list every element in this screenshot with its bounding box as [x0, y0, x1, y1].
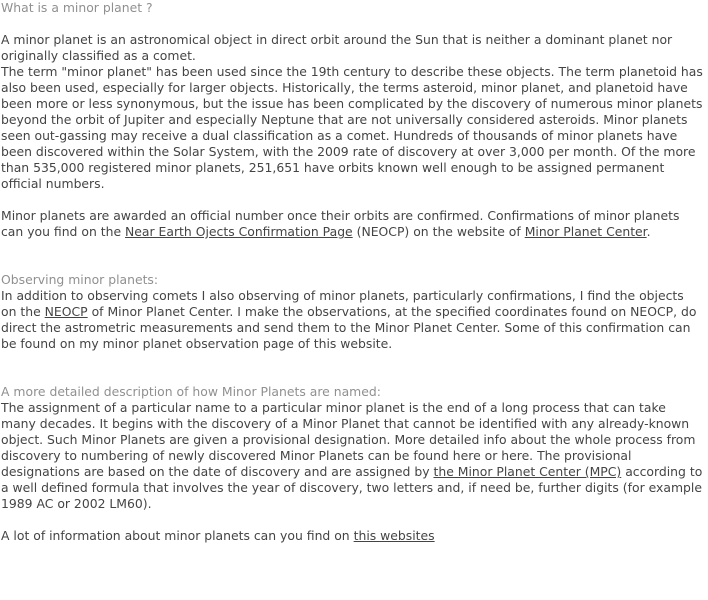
- minor-planet-center-link[interactable]: Minor Planet Center: [524, 224, 647, 239]
- page-title: What is a minor planet ?: [1, 0, 153, 15]
- observing-text-after: of Minor Planet Center. I make the observations, at the specified coordinates found on NEOCP, do direct the astrometric measurements and send them to the Minor Planet Center. Some of this confirmation can be found on my minor planet observation page of this website.: [1, 304, 697, 351]
- confirmation-text-before: Minor planets are awarded an official number once their orbits are confirmed. Confirmations of minor planets can you find on the: [1, 208, 680, 239]
- spacer: [1, 352, 703, 384]
- naming-heading: A more detailed description of how Minor Planets are named:: [1, 384, 381, 399]
- observing-heading: Observing minor planets:: [1, 272, 159, 287]
- spacer: [1, 240, 703, 272]
- mpc-link[interactable]: the Minor Planet Center (MPC): [433, 464, 622, 479]
- neocp-link[interactable]: NEOCP: [44, 304, 88, 319]
- more-info-paragraph: [1, 528, 703, 544]
- spacer: [1, 192, 703, 208]
- websites-link[interactable]: this websites: [353, 528, 435, 543]
- intro-paragraph-1: A minor planet is an astronomical object in direct orbit around the Sun that is neither a dominant planet nor originally classified as a comet.: [1, 32, 673, 63]
- naming-text-after: according to a well defined formula that involves the year of discovery, two letters and, if need be, further digits (for example 1989 AC or 2002 LM60).: [1, 464, 703, 511]
- confirmation-text-after: .: [646, 224, 651, 239]
- spacer: [1, 16, 703, 32]
- naming-text-before: The assignment of a particular name to a particular minor planet is the end of a long process that can take many decades. It begins with the discovery of a Minor Planet that cannot be identified with any already-known object. Such Minor Planets are given a provisional designation. More detailed info about the whole process from discovery to numbering of newly discovered Minor Planets can be found here or here. The provisional designations are based on the date of discovery and are assigned by: [1, 400, 696, 479]
- confirmation-paragraph: [1, 208, 703, 240]
- spacer: [1, 512, 703, 528]
- observing-text-before: In addition to observing comets I also observing of minor planets, particularly confirmations, I find the objects on the: [1, 288, 684, 319]
- confirmation-text-middle: (NEOCP) on the website of: [352, 224, 525, 239]
- more-info-text: A lot of information about minor planets can you find on: [1, 528, 354, 543]
- intro-paragraph-2: The term "minor planet" has been used since the 19th century to describe these objects. The term planetoid has also been used, especially for larger objects. Historically, the terms asteroid, minor planet, and planetoid have been more or less synonymous, but the issue has been complicated by the discovery of numerous minor planets beyond the orbit of Jupiter and especially Neptune that are not universally considered asteroids. Minor planets seen out-gassing may receive a dual classification as a comet. Hundreds of thousands of minor planets have been discovered within the Solar System, with the 2009 rate of discovery at over 3,000 per month. Of the more than 535,000 registered minor planets, 251,651 have orbits known well enough to be assigned permanent official numbers.: [1, 64, 703, 191]
- naming-paragraph: [1, 400, 703, 512]
- observing-paragraph: [1, 288, 703, 352]
- neocp-page-link[interactable]: Near Earth Ojects Confirmation Page: [125, 224, 353, 239]
